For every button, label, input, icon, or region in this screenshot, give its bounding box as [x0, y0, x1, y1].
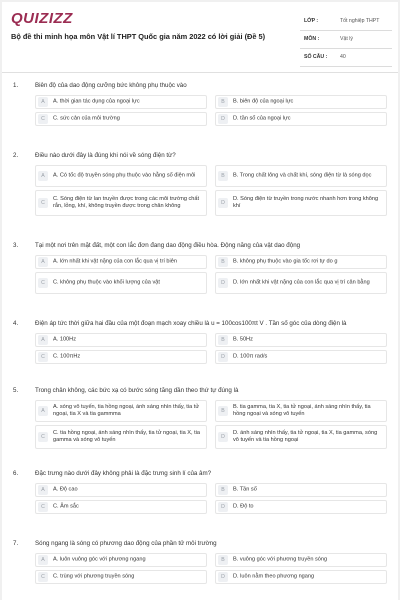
question-text: Đặc trưng nào dưới đây không phải là đặc trưng sinh lí của âm?	[35, 470, 212, 477]
worksheet-page	[2, 2, 398, 600]
meta-table	[300, 13, 392, 67]
option-b[interactable]	[215, 553, 387, 567]
option-letter-badge: B	[218, 257, 228, 267]
option-letter-badge: A	[38, 555, 48, 565]
question-text: Điện áp tức thời giữa hai đầu của một đoạn mạch xoay chiều là u = 100cos100πt V . Tần số góc của dòng điện là	[35, 320, 347, 327]
option-letter-badge: C	[38, 278, 48, 288]
option-letter-badge: B	[218, 485, 228, 495]
quizizz-logo: QUIZIZZ	[11, 10, 73, 27]
option-text: B. 50Hz	[233, 336, 253, 343]
option-c[interactable]	[35, 190, 207, 216]
option-letter-badge: C	[38, 114, 48, 124]
option-text: B. tia gamma, tia X, tia tử ngoại, ánh sáng nhìn thấy, tia hồng ngoại và sóng vô tuyến	[233, 404, 371, 417]
option-text: D. luôn nằm theo phương ngang	[233, 573, 315, 580]
option-letter-badge: C	[38, 572, 48, 582]
option-text: C. không phụ thuộc vào khối lượng của vật	[53, 279, 160, 286]
option-a[interactable]	[35, 165, 207, 187]
option-letter-badge: B	[218, 555, 228, 565]
option-text: C. 100πHz	[53, 353, 81, 360]
option-letter-badge: D	[218, 352, 228, 362]
option-d[interactable]	[215, 570, 387, 584]
option-letter-badge: A	[38, 257, 48, 267]
option-letter-badge: C	[38, 502, 48, 512]
question-text: Điều nào dưới đây là đúng khi nói về sóng điện từ?	[35, 152, 176, 159]
option-letter-badge: A	[38, 485, 48, 495]
header-divider	[2, 72, 398, 73]
meta-value: Tốt nghiệp THPT	[340, 18, 380, 24]
option-letter-badge: A	[38, 171, 48, 181]
option-c[interactable]	[35, 500, 207, 514]
option-d[interactable]	[215, 272, 387, 294]
question-number: 1.	[13, 82, 19, 89]
option-letter-badge: B	[218, 335, 228, 345]
option-c[interactable]	[35, 350, 207, 364]
option-c[interactable]	[35, 272, 207, 294]
worksheet-header	[2, 2, 398, 72]
option-a[interactable]	[35, 483, 207, 497]
option-b[interactable]	[215, 333, 387, 347]
option-text: B. Tần số	[233, 486, 257, 493]
option-text: A. sóng vô tuyến, tia hồng ngoại, ánh sáng nhìn thấy, tia tử ngoại, tia X và tia gammma	[53, 404, 200, 417]
option-c[interactable]	[35, 570, 207, 584]
option-text: D. ánh sáng nhìn thấy, tia tử ngoại, tia X, tia gamma, sóng vô tuyến và tia hồng ngoại	[233, 430, 378, 443]
option-text: C. tia hồng ngoại, ánh sáng nhìn thấy, tia tử ngoại, tia X, tia gamma và sóng vô tuyến	[53, 430, 200, 443]
meta-key: LỚP :	[304, 18, 319, 24]
option-text: A. Độ cao	[53, 486, 78, 493]
question-text: Biên độ của dao động cưỡng bức không phụ thuộc vào	[35, 82, 187, 89]
question-text: Trong chân không, các bức xạ có bước sóng tăng dần theo thứ tự đúng là	[35, 387, 239, 394]
option-b[interactable]	[215, 400, 387, 422]
question-number: 5.	[13, 387, 19, 394]
option-d[interactable]	[215, 190, 387, 216]
meta-key: SỐ CÂU :	[304, 54, 328, 60]
question-text: Sóng ngang là sóng có phương dao động của phần tử môi trường	[35, 540, 217, 547]
question-number: 2.	[13, 152, 19, 159]
question-number: 6.	[13, 470, 19, 477]
question-text: Tại một nơi trên mặt đất, một con lắc đơn đang dao động điều hòa. Động năng của vật dao động	[35, 242, 301, 249]
meta-value: Vật lý	[340, 36, 353, 42]
option-letter-badge: D	[218, 198, 228, 208]
option-text: D. Sóng điện từ truyền trong nước nhanh hơn trong không khí	[233, 196, 379, 209]
option-b[interactable]	[215, 255, 387, 269]
option-letter-badge: C	[38, 198, 48, 208]
option-text: C. Sóng điện từ lan truyền được trong các môi trường chất rắn, lỏng, khí, không truyền được trong chân không	[53, 196, 200, 209]
option-text: B. vuông góc với phương truyền sóng	[233, 556, 328, 563]
option-c[interactable]	[35, 425, 207, 449]
option-letter-badge: D	[218, 114, 228, 124]
option-b[interactable]	[215, 95, 387, 109]
option-text: C. Âm sắc	[53, 503, 79, 510]
option-text: D. Độ to	[233, 503, 254, 510]
option-text: A. Có tốc độ truyền sóng phụ thuộc vào hằng số điện môi	[53, 172, 196, 179]
option-letter-badge: C	[38, 352, 48, 362]
option-a[interactable]	[35, 95, 207, 109]
option-text: A. luôn vuông góc với phương ngang	[53, 556, 146, 563]
option-a[interactable]	[35, 400, 207, 422]
meta-row-subject	[300, 31, 392, 49]
option-a[interactable]	[35, 553, 207, 567]
meta-row-question-count	[300, 49, 392, 67]
option-b[interactable]	[215, 483, 387, 497]
option-letter-badge: D	[218, 502, 228, 512]
option-text: B. Trong chất lỏng và chất khí, sóng điện từ là sóng dọc	[233, 172, 372, 179]
meta-key: MÔN :	[304, 36, 320, 42]
option-letter-badge: D	[218, 432, 228, 442]
question-number: 4.	[13, 320, 19, 327]
option-text: D. lớn nhất khi vật nặng của con lắc qua vị trí cân bằng	[233, 279, 370, 286]
option-letter-badge: B	[218, 406, 228, 416]
option-letter-badge: A	[38, 335, 48, 345]
option-letter-badge: A	[38, 97, 48, 107]
option-text: B. biên độ của ngoại lực	[233, 98, 294, 105]
option-text: A. 100Hz	[53, 336, 77, 343]
meta-value: 40	[340, 54, 346, 60]
option-letter-badge: B	[218, 171, 228, 181]
option-d[interactable]	[215, 350, 387, 364]
option-d[interactable]	[215, 112, 387, 126]
option-a[interactable]	[35, 333, 207, 347]
option-text: A. lớn nhất khi vật nặng của con lắc qua vị trí biên	[53, 258, 178, 265]
option-text: C. trùng với phương truyền sóng	[53, 573, 135, 580]
option-d[interactable]	[215, 425, 387, 449]
option-text: A. thời gian tác dụng của ngoại lực	[53, 98, 140, 105]
option-d[interactable]	[215, 500, 387, 514]
question-number: 7.	[13, 540, 19, 547]
option-letter-badge: D	[218, 572, 228, 582]
option-text: C. sức cản của môi trường	[53, 115, 120, 122]
option-b[interactable]	[215, 165, 387, 187]
option-letter-badge: C	[38, 432, 48, 442]
option-a[interactable]	[35, 255, 207, 269]
option-text: D. 100π rad/s	[233, 353, 268, 360]
option-letter-badge: D	[218, 278, 228, 288]
option-letter-badge: A	[38, 406, 48, 416]
meta-row-class	[300, 13, 392, 31]
option-c[interactable]	[35, 112, 207, 126]
option-text: B. không phụ thuộc vào gia tốc rơi tự do g	[233, 258, 338, 265]
option-text: D. tần số của ngoại lực	[233, 115, 291, 122]
document-title: Bộ đề thi minh họa môn Vật lí THPT Quốc gia năm 2022 có lời giải (Đề 5)	[11, 32, 266, 41]
question-number: 3.	[13, 242, 19, 249]
option-letter-badge: B	[218, 97, 228, 107]
